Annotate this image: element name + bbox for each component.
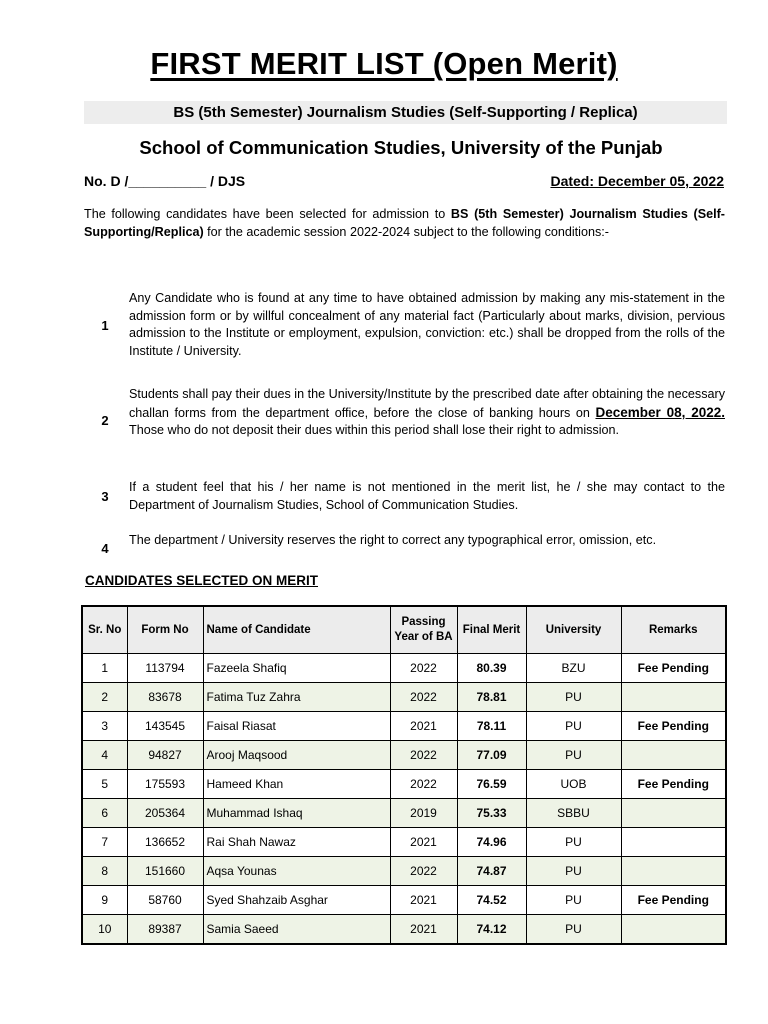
cell-form-no: 205364 — [127, 799, 203, 828]
intro-text-before: The following candidates have been selected for admission to — [84, 207, 451, 221]
cell-university: PU — [526, 886, 621, 915]
cell-university: PU — [526, 683, 621, 712]
header-passing-year: Passing Year of BA — [390, 606, 457, 654]
condition-number-1: 1 — [101, 318, 109, 333]
cell-sr-no: 6 — [82, 799, 127, 828]
condition-text-1: Any Candidate who is found at any time to have obtained admission by making any mis-statement in the admission form or by willful concealment of any material fact (Particularly about marks, division, pervious admission to the Institute or employment, expulsion, conviction: etc.) shall be dropped from the rolls of the Institute / University. — [129, 291, 725, 358]
section-heading: CANDIDATES SELECTED ON MERIT — [85, 573, 319, 588]
cell-university: PU — [526, 712, 621, 741]
cell-university: PU — [526, 828, 621, 857]
cell-university: BZU — [526, 654, 621, 683]
cell-remarks: Fee Pending — [621, 712, 726, 741]
cell-university: SBBU — [526, 799, 621, 828]
cell-passing-year: 2021 — [390, 828, 457, 857]
cell-form-no: 89387 — [127, 915, 203, 945]
cell-candidate-name: Rai Shah Nawaz — [203, 828, 390, 857]
cell-remarks — [621, 683, 726, 712]
cell-candidate-name: Aqsa Younas — [203, 857, 390, 886]
reference-number: No. D /__________ / DJS — [84, 173, 246, 189]
cell-final-merit: 74.12 — [457, 915, 526, 945]
cell-candidate-name: Arooj Maqsood — [203, 741, 390, 770]
cell-candidate-name: Samia Saeed — [203, 915, 390, 945]
cell-passing-year: 2021 — [390, 915, 457, 945]
cell-remarks: Fee Pending — [621, 654, 726, 683]
cell-final-merit: 74.52 — [457, 886, 526, 915]
cell-final-merit: 78.81 — [457, 683, 526, 712]
condition-2-after: Those who do not deposit their dues within this period shall lose their right to admission. — [129, 423, 620, 437]
cell-passing-year: 2021 — [390, 712, 457, 741]
cell-remarks — [621, 915, 726, 945]
cell-remarks — [621, 799, 726, 828]
cell-form-no: 175593 — [127, 770, 203, 799]
cell-candidate-name: Fatima Tuz Zahra — [203, 683, 390, 712]
condition-text-2 — [129, 386, 725, 440]
cell-sr-no: 2 — [82, 683, 127, 712]
cell-remarks — [621, 741, 726, 770]
page-title: FIRST MERIT LIST (Open Merit) — [150, 46, 618, 81]
payment-deadline: December 08, 2022. — [595, 404, 725, 420]
cell-remarks — [621, 828, 726, 857]
condition-2-before: Students shall pay their dues in the University/Institute by the prescribed date after obtaining the necessary challan forms from the department office, before the close of banking hours on — [129, 387, 725, 420]
cell-remarks: Fee Pending — [621, 770, 726, 799]
cell-candidate-name: Syed Shahzaib Asghar — [203, 886, 390, 915]
cell-passing-year: 2019 — [390, 799, 457, 828]
issue-date: Dated: December 05, 2022 — [550, 173, 724, 189]
cell-candidate-name: Faisal Riasat — [203, 712, 390, 741]
header-form-no: Form No — [127, 606, 203, 654]
school-name: School of Communication Studies, University of the Punjab — [139, 137, 663, 158]
cell-form-no: 94827 — [127, 741, 203, 770]
cell-final-merit: 74.96 — [457, 828, 526, 857]
cell-form-no: 83678 — [127, 683, 203, 712]
cell-final-merit: 75.33 — [457, 799, 526, 828]
cell-remarks — [621, 857, 726, 886]
table-header-row — [82, 606, 726, 654]
cell-candidate-name: Hameed Khan — [203, 770, 390, 799]
cell-sr-no: 5 — [82, 770, 127, 799]
cell-final-merit: 74.87 — [457, 857, 526, 886]
cell-passing-year: 2022 — [390, 857, 457, 886]
cell-sr-no: 7 — [82, 828, 127, 857]
cell-sr-no: 10 — [82, 915, 127, 945]
cell-candidate-name: Fazeela Shafiq — [203, 654, 390, 683]
cell-remarks: Fee Pending — [621, 886, 726, 915]
condition-number-3: 3 — [101, 489, 109, 504]
intro-paragraph — [84, 206, 725, 241]
header-remarks: Remarks — [621, 606, 726, 654]
table-row — [82, 741, 726, 770]
table-row — [82, 915, 726, 945]
header-university: University — [526, 606, 621, 654]
cell-sr-no: 3 — [82, 712, 127, 741]
cell-final-merit: 80.39 — [457, 654, 526, 683]
header-final-merit: Final Merit — [457, 606, 526, 654]
table-row — [82, 770, 726, 799]
cell-final-merit: 76.59 — [457, 770, 526, 799]
program-banner: BS (5th Semester) Journalism Studies (Self-Supporting / Replica) — [84, 101, 727, 124]
cell-passing-year: 2022 — [390, 654, 457, 683]
table-row — [82, 799, 726, 828]
cell-sr-no: 9 — [82, 886, 127, 915]
cell-university: PU — [526, 915, 621, 945]
table-body — [82, 654, 726, 945]
table-row — [82, 828, 726, 857]
cell-final-merit: 77.09 — [457, 741, 526, 770]
cell-university: PU — [526, 741, 621, 770]
cell-form-no: 143545 — [127, 712, 203, 741]
header-name: Name of Candidate — [203, 606, 390, 654]
cell-form-no: 151660 — [127, 857, 203, 886]
cell-final-merit: 78.11 — [457, 712, 526, 741]
table-row — [82, 712, 726, 741]
table-row — [82, 654, 726, 683]
cell-sr-no: 8 — [82, 857, 127, 886]
merit-table — [81, 605, 727, 945]
cell-candidate-name: Muhammad Ishaq — [203, 799, 390, 828]
cell-university: UOB — [526, 770, 621, 799]
cell-form-no: 58760 — [127, 886, 203, 915]
cell-passing-year: 2022 — [390, 741, 457, 770]
condition-text-3: If a student feel that his / her name is not mentioned in the merit list, he / she may contact to the Department of Journalism Studies, School of Communication Studies. — [129, 480, 725, 512]
intro-text-after: for the academic session 2022-2024 subject to the following conditions:- — [203, 224, 609, 239]
condition-number-4: 4 — [101, 541, 109, 556]
cell-sr-no: 4 — [82, 741, 127, 770]
cell-form-no: 136652 — [127, 828, 203, 857]
cell-passing-year: 2022 — [390, 683, 457, 712]
table-row — [82, 857, 726, 886]
intro-program-bold: BS (5th Semester) Journalism Studies (Self-Supporting/Replica) — [84, 207, 725, 239]
condition-number-2: 2 — [101, 413, 109, 428]
cell-passing-year: 2022 — [390, 770, 457, 799]
table-row — [82, 886, 726, 915]
cell-sr-no: 1 — [82, 654, 127, 683]
cell-university: PU — [526, 857, 621, 886]
condition-text-4: The department / University reserves the right to correct any typographical error, omission, etc. — [129, 533, 657, 547]
table-row — [82, 683, 726, 712]
cell-form-no: 113794 — [127, 654, 203, 683]
header-sr-no: Sr. No — [82, 606, 127, 654]
cell-passing-year: 2021 — [390, 886, 457, 915]
